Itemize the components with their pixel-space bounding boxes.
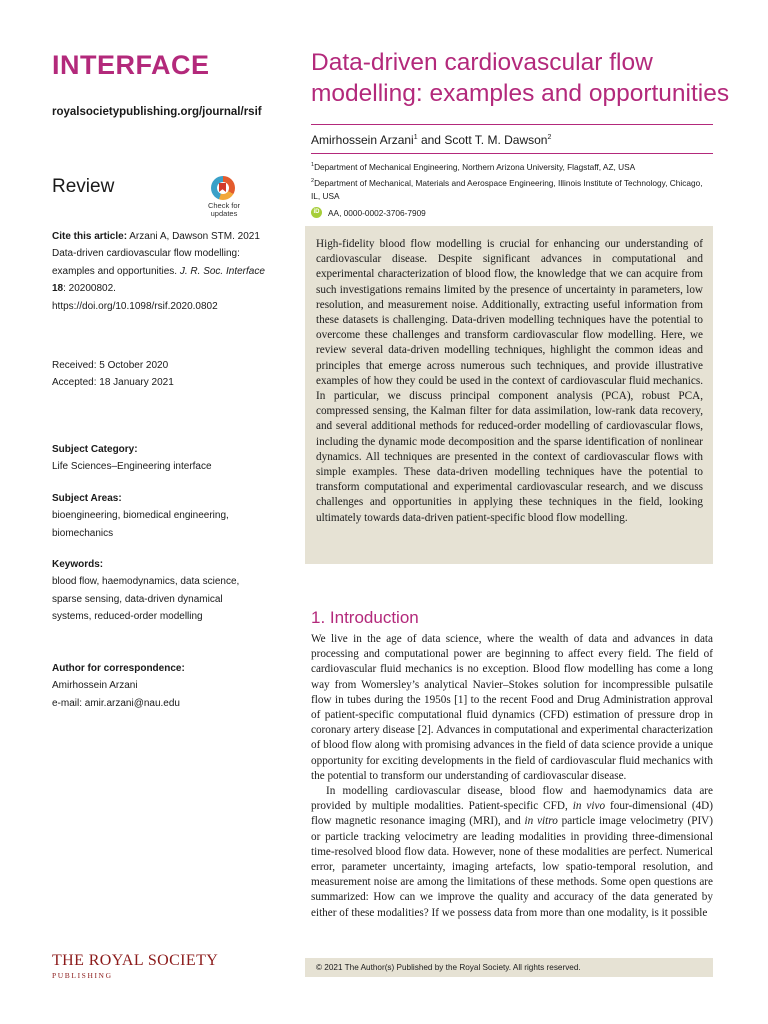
- body-paragraph-1: We live in the age of data science, where the wealth of data and advances in data processing and computational power are beginning to affect every field. The field of cardiovascular fluid mechanics is no exception. Blood flow modelling has come a long way from Womersley’s analytical Navier–Stokes solution for incompressible pulsatile flow in tubes during the 1950s [1] to the recent Food and Drug Administration approval of patient-specific computational fluid dynamics (CFD) estimation of pressure drop in coronary artery disease [2]. Advances in computational and experimental characterization of blood flow along with promising advances in the field of data science provide a unique opportunity for exciting developments in the field of cardiovascular fluid mechanics with the potential to transform our understanding of cardiovascular disease.: [311, 633, 713, 782]
- citation-label: Cite this article:: [52, 231, 128, 242]
- citation-block: [52, 228, 282, 315]
- abstract-box: [305, 226, 713, 564]
- subject-category-label: Subject Category:: [52, 444, 138, 455]
- correspondence-block: [52, 660, 282, 712]
- dates-block: [52, 357, 282, 392]
- affiliation-2: Department of Mechanical, Materials and Aerospace Engineering, Illinois Institute of Technology, Chicago, IL, USA: [311, 177, 703, 202]
- orcid-link[interactable]: AA, 0000-0002-3706-7909: [328, 207, 426, 218]
- citation-authors: Arzani A, Dawson STM. 2021: [129, 231, 260, 242]
- title-divider: [311, 124, 713, 125]
- keywords-block: [52, 556, 262, 626]
- affiliation-1-marker: 1: [311, 162, 315, 168]
- section-heading: 1. Introduction: [311, 608, 419, 627]
- affiliation-2-marker: 2: [311, 177, 315, 184]
- check-badge-line2: updates: [210, 209, 238, 218]
- correspondence-email-link[interactable]: e-mail: amir.arzani@nau.edu: [52, 697, 180, 709]
- abstract-text: High-fidelity blood flow modelling is crucial for enhancing our understanding of cardiovascular disease. Despite significant advances in computational and experimental characterization of blood flow, the knowledge that we can acquire from such investigations remains limited by the presence of uncertainty in parameters, low resolution, and measurement noise. Additionally, extracting useful information from these datasets is challenging. Data-driven modelling techniques have the potential to overcome these challenges and transform cardiovascular flow modelling. Here, we review several data-driven modelling techniques, highlight the common ideas and principles that emerge across numerous such techniques, and provide illustrative examples of how they could be used in the context of cardiovascular fluid mechanics. In particular, we discuss principal component analysis (PCA), robust PCA, compressed sensing, the Kalman filter for data assimilation, low-rank data recovery, and several additional methods for reduced-order modelling of cardiovascular flows, including the dynamic mode decomposition and the sparse identification of nonlinear dynamics. All techniques are presented in the context of cardiovascular flows with simple examples. These data-driven modelling techniques have the potential to transform computational and experimental cardiovascular research, and we discuss challenges and opportunities in applying these techniques in the field, looking ultimately towards data-driven patient-specific blood flow modelling.: [316, 238, 703, 524]
- orcid-line: [311, 207, 426, 218]
- author-conjunction: and: [417, 133, 445, 147]
- affiliations: [311, 159, 713, 204]
- author-divider: [311, 153, 713, 154]
- subject-category-block: [52, 441, 282, 476]
- keywords-label: Keywords:: [52, 559, 104, 570]
- article-type-label: Review: [52, 176, 115, 197]
- author-1-link[interactable]: Amirhossein Arzani: [311, 133, 414, 147]
- keywords-value: blood flow, haemodynamics, data science, sparse sensing, data-driven dynamical systems, reduced-order modelling: [52, 576, 240, 623]
- subject-areas-value: bioengineering, biomedical engineering, biomechanics: [52, 510, 229, 539]
- check-badge-line1: Check for: [207, 201, 241, 210]
- accepted-date: Accepted: 18 January 2021: [52, 377, 174, 389]
- correspondence-label: Author for correspondence:: [52, 663, 185, 674]
- journal-logo: INTERFACE: [52, 50, 210, 80]
- author-list: [311, 133, 551, 147]
- received-date: Received: 5 October 2020: [52, 360, 169, 371]
- orcid-icon: iD: [311, 207, 322, 218]
- publisher-sub: PUBLISHING: [52, 971, 113, 980]
- copyright-bar: © 2021 The Author(s) Published by the Royal Society. All rights reserved.: [305, 958, 713, 977]
- body-text: [311, 632, 713, 921]
- author-2-link[interactable]: Scott T. M. Dawson: [444, 133, 548, 147]
- journal-url-link[interactable]: royalsocietypublishing.org/journal/rsif: [52, 106, 262, 118]
- subject-areas-label: Subject Areas:: [52, 493, 122, 504]
- citation-doi-link[interactable]: https://doi.org/10.1098/rsif.2020.0802: [52, 300, 218, 312]
- correspondence-name: Amirhossein Arzani: [52, 680, 138, 692]
- citation-journal: J. R. Soc. Interface: [179, 265, 265, 277]
- royal-society-logo: [52, 952, 218, 980]
- check-for-updates-button[interactable]: [202, 176, 246, 220]
- subject-category-value: Life Sciences–Engineering interface: [52, 461, 212, 473]
- subject-areas-block: [52, 490, 230, 542]
- citation-article-no: : 20200802.: [63, 283, 116, 295]
- citation-title: Data-driven cardiovascular flow modelling: examples and opportunities.: [52, 248, 240, 277]
- citation-volume: 18: [52, 283, 64, 295]
- affiliation-1: Department of Mechanical Engineering, Northern Arizona University, Flagstaff, AZ, USA: [314, 161, 636, 172]
- article-title: Data-driven cardiovascular flow modelling: examples and opportunities: [311, 49, 730, 107]
- publisher-name: THE ROYAL SOCIETY: [52, 952, 219, 969]
- author-2-affil: 2: [547, 134, 552, 141]
- body-paragraph-2: In modelling cardiovascular disease, blood flow and haemodynamics data are provided by multiple modalities. Patient-specific CFD, in vivo four-dimensional (4D) flow magnetic resonance imaging (MRI), and in vitro particle image velocimetry (PIV) or particle tracking velocimetry are leading modalities in providing three-dimensional time-resolved blood flow data. However, none of these modalities are perfect. Numerical error, parameter uncertainty, imaging artefacts, low spatio-temporal resolution, and measurement noise are among the limitations of these methods. Some open questions are summarized: How can we improve the quality and accuracy of the data generated by either of these modalities? If we possess data from more than one modality, is it possible: [311, 785, 713, 919]
- author-1-affil: 1: [413, 134, 418, 141]
